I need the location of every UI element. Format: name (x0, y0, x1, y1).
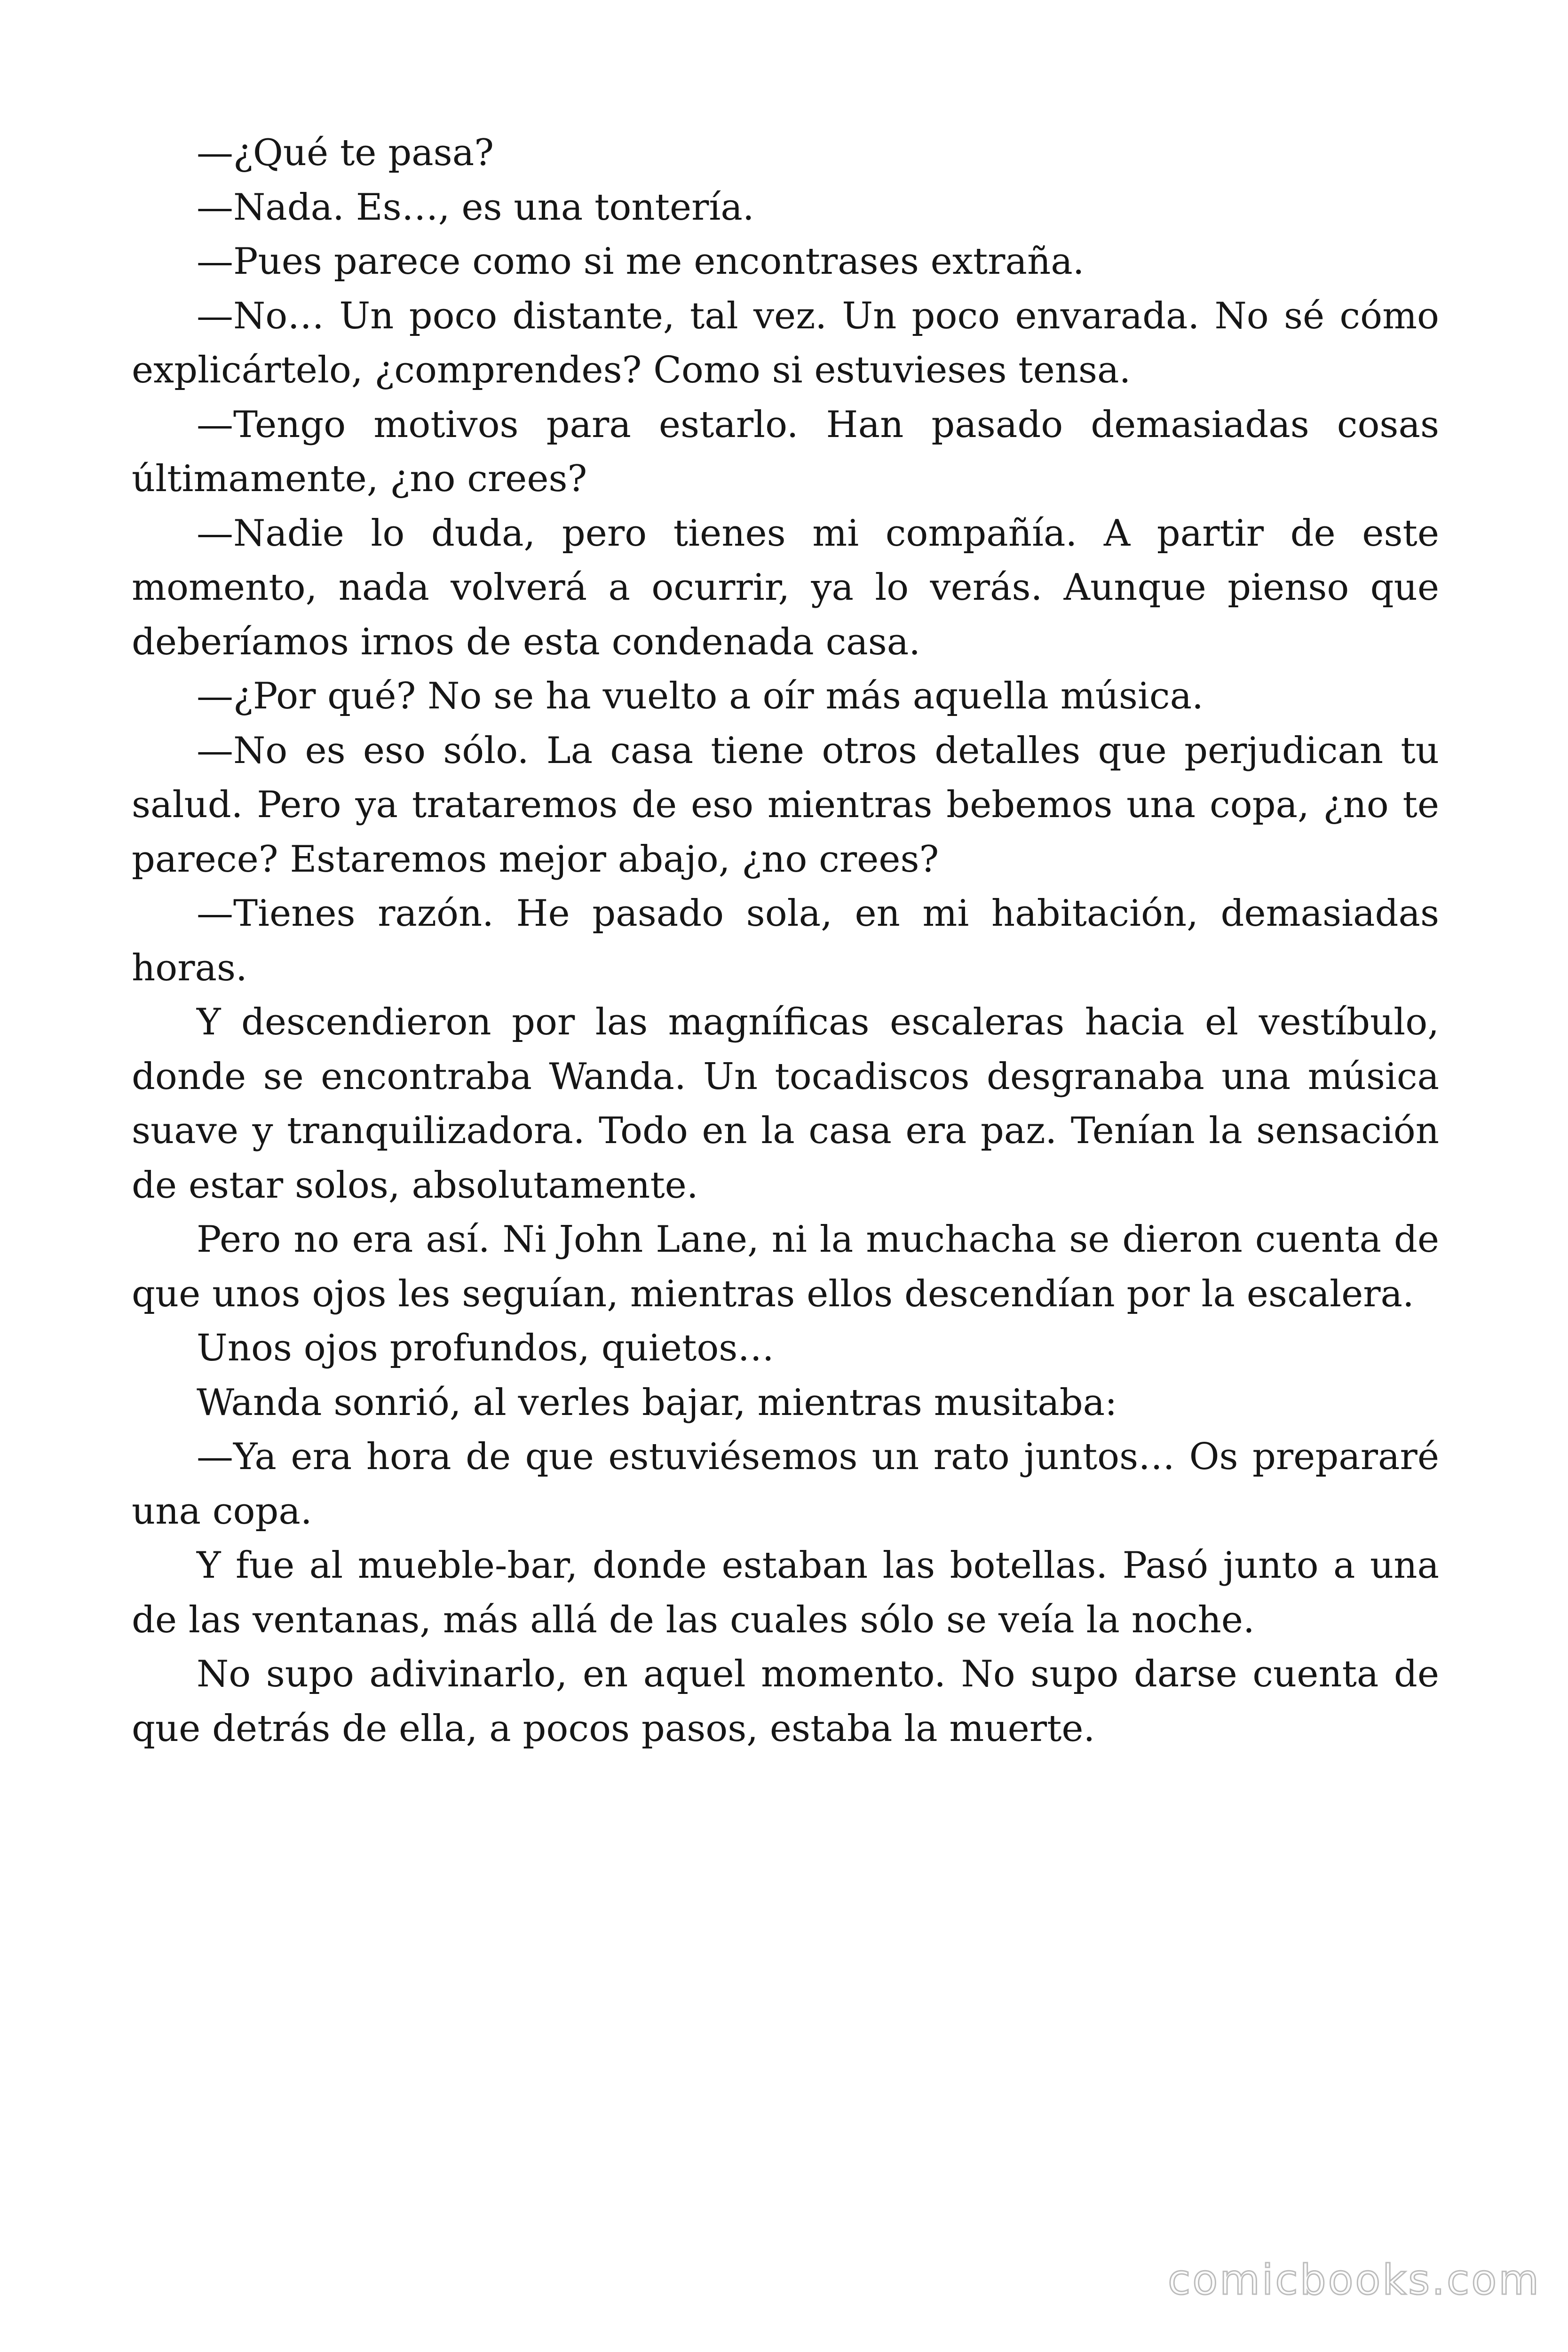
paragraph: —Tienes razón. He pasado sola, en mi habitación, demasiadas horas. (132, 892, 1439, 989)
paragraph: Unos ojos profundos, quietos… (197, 1327, 775, 1369)
paragraph: Y descendieron por las magníficas escaleras hacia el vestíbulo, donde se encontraba Wanda. Un tocadiscos desgranaba una música suave y tranquilizadora. Todo en la casa era paz. Tenían la sensación de estar solos, absolutamente. (132, 1001, 1439, 1207)
paragraph: Y fue al mueble-bar, donde estaban las botellas. Pasó junto a una de las ventanas, más allá de las cuales sólo se veía la noche. (132, 1544, 1439, 1641)
paragraph: Wanda sonrió, al verles bajar, mientras musitaba: (197, 1381, 1117, 1424)
paragraph: Pero no era así. Ni John Lane, ni la muchacha se dieron cuenta de que unos ojos les seguían, mientras ellos descendían por la escalera. (132, 1218, 1439, 1315)
book-page-body (132, 126, 1439, 1756)
paragraph: No supo adivinarlo, en aquel momento. No supo darse cuenta de que detrás de ella, a pocos pasos, estaba la muerte. (132, 1653, 1439, 1750)
paragraph: —Nadie lo duda, pero tienes mi compañía. A partir de este momento, nada volverá a ocurrir, ya lo verás. Aunque pienso que deberíamos irnos de esta condenada casa. (132, 512, 1439, 663)
paragraph: —No es eso sólo. La casa tiene otros detalles que perjudican tu salud. Pero ya trataremos de eso mientras bebemos una copa, ¿no te parece? Estaremos mejor abajo, ¿no crees? (132, 729, 1439, 881)
watermark: comicbooks.com (1167, 2256, 1541, 2304)
paragraph: —¿Por qué? No se ha vuelto a oír más aquella música. (197, 675, 1204, 717)
paragraph: —No… Un poco distante, tal vez. Un poco envarada. No sé cómo explicártelo, ¿comprendes? Como si estuvieses tensa. (132, 294, 1439, 391)
paragraph: —Ya era hora de que estuviésemos un rato juntos… Os prepararé una copa. (132, 1436, 1439, 1533)
paragraph: —Nada. Es…, es una tontería. (197, 186, 754, 229)
paragraph: —Pues parece como si me encontrases extraña. (197, 240, 1085, 283)
paragraph: —¿Qué te pasa? (197, 132, 494, 174)
paragraph: —Tengo motivos para estarlo. Han pasado demasiadas cosas últimamente, ¿no crees? (132, 403, 1439, 500)
